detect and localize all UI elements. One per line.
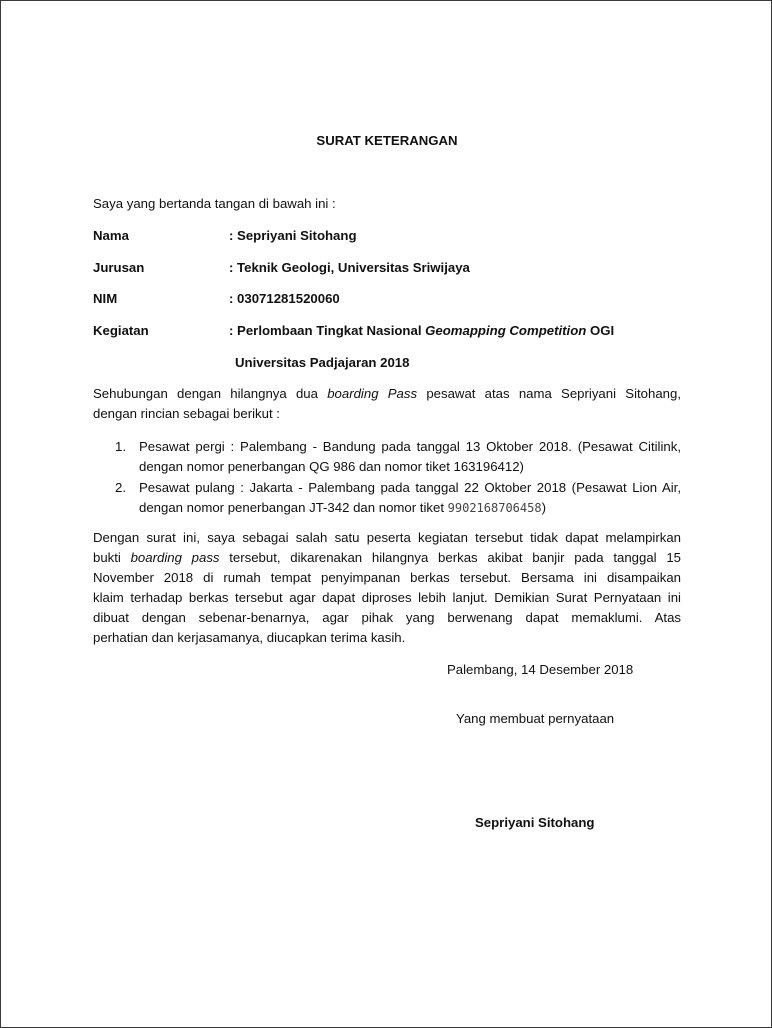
list-item-2-text-b: ) <box>541 500 546 515</box>
nim-value: : 03071281520060 <box>229 291 340 306</box>
kegiatan-value <box>229 323 614 339</box>
document-title: SURAT KETERANGAN <box>316 133 458 148</box>
paragraph-2-line-6: perhatian dan kerjasamanya, diucapkan terima kasih. <box>93 630 406 645</box>
kegiatan-value-suffix: OGI <box>586 323 615 338</box>
paragraph-2-line-4: klaim terhadap berkas tersebut agar dapat diproses lebih lanjut. Demikian Surat Pernyataan ini <box>93 590 681 605</box>
nama-value: : Sepriyani Sitohang <box>229 228 357 243</box>
place-date: Palembang, 14 Desember 2018 <box>447 662 634 677</box>
paragraph-2-line-3: November 2018 di rumah tempat penyimpanan berkas tersebut. Bersama ini disampaikan <box>93 570 681 585</box>
paragraph-1-italic: boarding Pass <box>327 386 418 401</box>
paragraph-1-text-b: pesawat atas nama Sepriyani Sitohang, <box>417 386 681 401</box>
signer-name: Sepriyani Sitohang <box>475 815 595 830</box>
kegiatan-label: Kegiatan <box>93 323 149 338</box>
paragraph-2-line-5: dibuat dengan sebenar-benarnya, agar pihak yang berwenang dapat memaklumi. Atas <box>93 610 681 625</box>
list-item-1 <box>139 437 681 477</box>
nama-label: Nama <box>93 228 129 243</box>
paragraph-1-line-1 <box>93 384 681 404</box>
paragraph-2-italic: boarding pass <box>130 550 220 565</box>
paragraph-2-line-2 <box>93 548 681 568</box>
list-item-2-text-a: dengan nomor penerbangan JT-342 dan nomor tiket <box>139 500 448 515</box>
nim-label: NIM <box>93 291 118 306</box>
kegiatan-value-prefix: : Perlombaan Tingkat Nasional <box>229 323 426 338</box>
paragraph-2-line-1: Dengan surat ini, saya sebagai salah satu peserta kegiatan tersebut tidak dapat melampirkan <box>93 530 681 545</box>
list-item-2-line-2 <box>139 498 681 518</box>
paragraph-2 <box>93 528 681 648</box>
paragraph-1-text-a: Sehubungan dengan hilangnya dua <box>93 386 328 401</box>
jurusan-value: : Teknik Geologi, Universitas Sriwijaya <box>229 260 470 275</box>
paragraph-2-text-b: tersebut, dikarenakan hilangnya berkas akibat banjir pada tanggal 15 <box>219 550 681 565</box>
list-item-2-line-1: Pesawat pulang : Jakarta - Palembang pada tanggal 22 Oktober 2018 (Pesawat Lion Air, <box>139 480 681 495</box>
paragraph-2-text-a: bukti <box>93 550 131 565</box>
list-item-1-line-1: Pesawat pergi : Palembang - Bandung pada tanggal 13 Oktober 2018. (Pesawat Citilink, <box>139 439 681 454</box>
list-item-2 <box>139 478 681 518</box>
paragraph-1 <box>93 384 681 424</box>
paragraph-1-line-2: dengan rincian sebagai berikut : <box>93 406 280 421</box>
intro-text: Saya yang bertanda tangan di bawah ini : <box>93 196 336 211</box>
list-number-2: 2. <box>115 480 126 495</box>
kegiatan-value-line2: Universitas Padjajaran 2018 <box>235 355 410 370</box>
signer-role: Yang membuat pernyataan <box>456 711 615 726</box>
list-number-1: 1. <box>115 439 126 454</box>
ticket-number: 9902168706458 <box>447 501 542 515</box>
list-item-1-line-2: dengan nomor penerbangan QG 986 dan nomor tiket 163196412) <box>139 459 524 474</box>
kegiatan-value-italic: Geomapping Competition <box>425 323 587 338</box>
jurusan-label: Jurusan <box>93 260 145 275</box>
